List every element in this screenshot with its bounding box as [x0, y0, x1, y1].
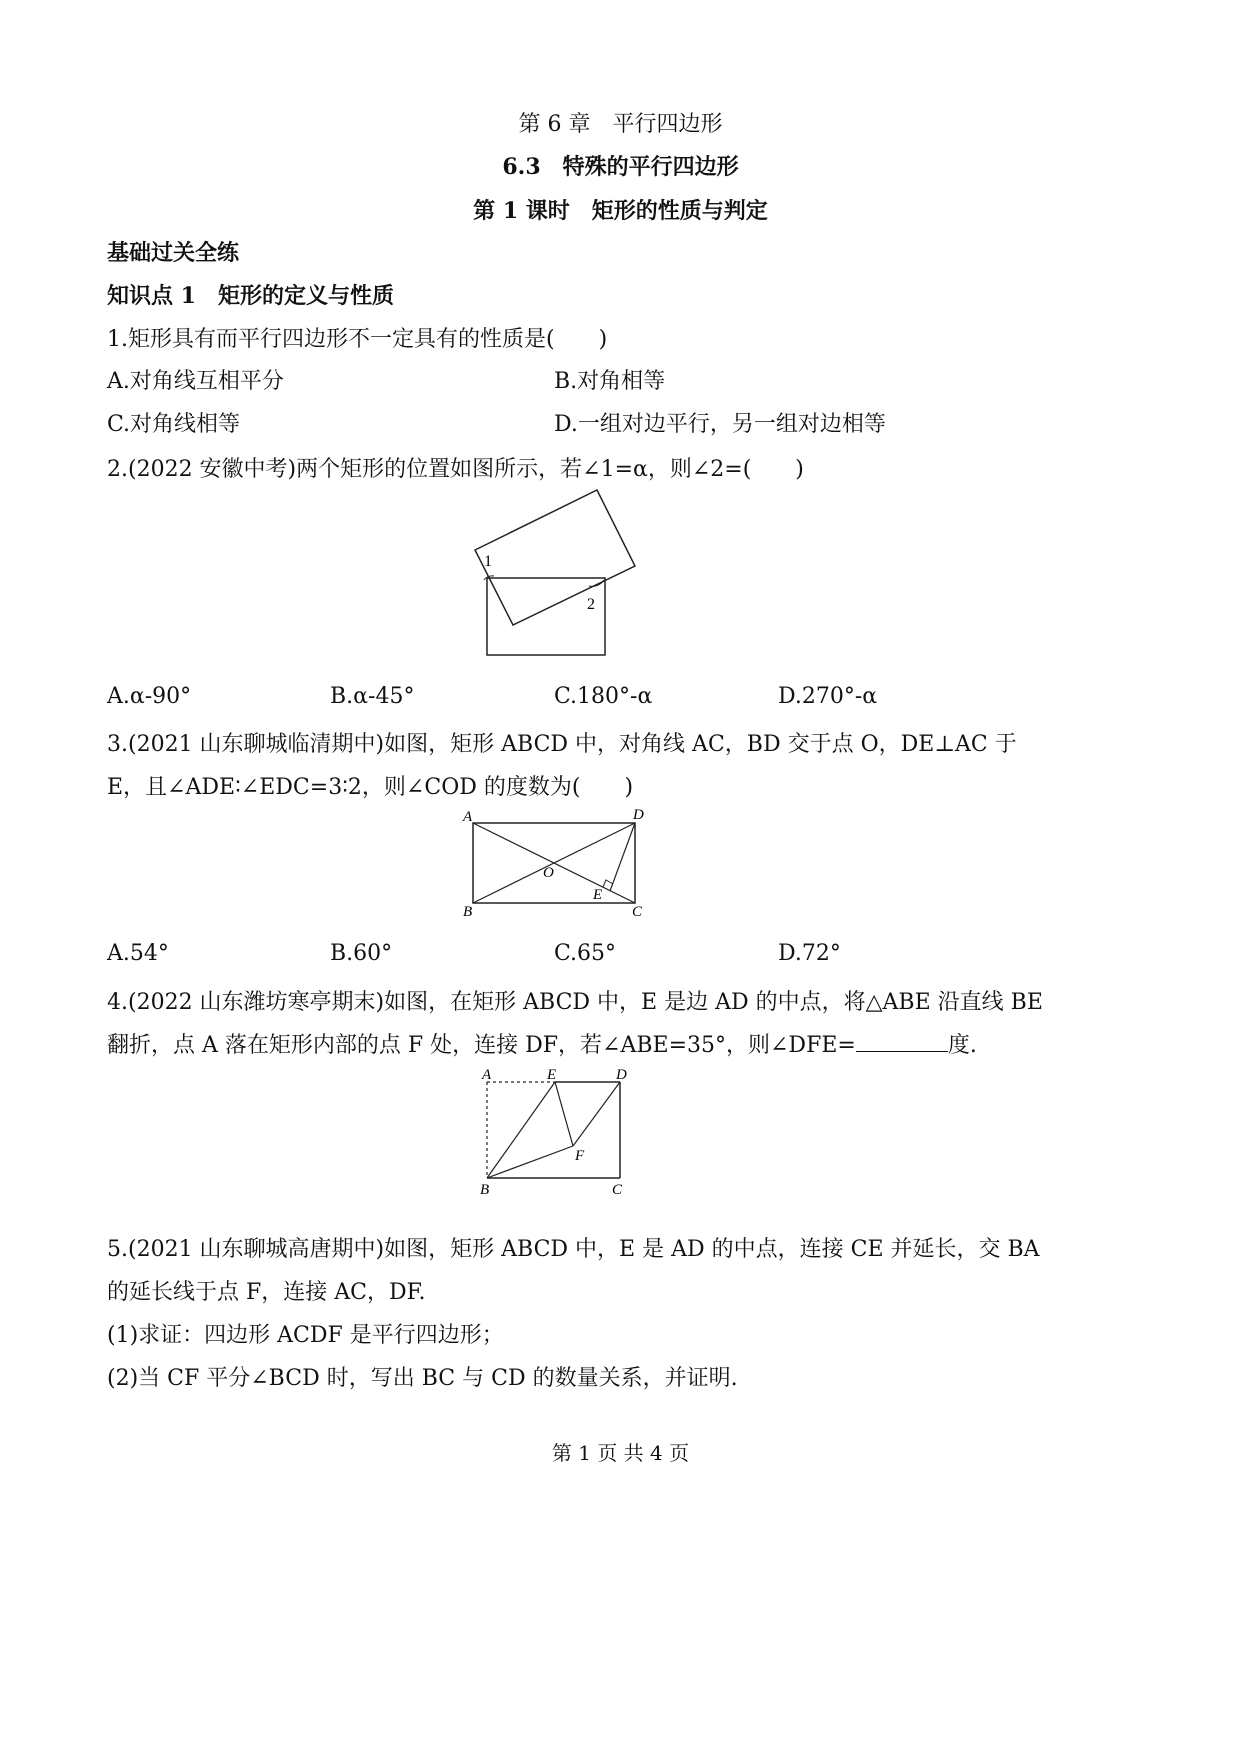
knowledge-point-heading: 知识点 1 矩形的定义与性质	[107, 283, 394, 309]
q5-stem-line2: 的延长线于点 F，连接 AC，DF.	[107, 1280, 426, 1305]
q2-figure	[470, 488, 640, 658]
q3-label-a: A	[463, 809, 473, 825]
lesson-title: 第 1 课时 矩形的性质与判定	[473, 198, 768, 224]
q5-stem-line1: 5.(2021 山东聊城高唐期中)如图，矩形 ABCD 中，E 是 AD 的中点，连接 CE 并延长，交 BA	[107, 1237, 1040, 1262]
chapter-title: 第 6 章 平行四边形	[518, 112, 723, 137]
section-title: 6.3 特殊的平行四边形	[502, 154, 739, 180]
q4-stem-line2-before: 翻折，点 A 落在矩形内部的点 F 处，连接 DF，若∠ABE=35°，则∠DFE=	[107, 1033, 856, 1058]
q4-label-e: E	[547, 1067, 557, 1083]
q2-angle-1-label: 1	[484, 553, 492, 570]
q3-option-b: B.60°	[330, 941, 393, 966]
q3-option-d: D.72°	[778, 941, 841, 966]
q4-figure	[475, 1063, 635, 1203]
q3-label-c: C	[632, 904, 643, 920]
q3-label-d: D	[633, 807, 644, 823]
q5-sub2: (2)当 CF 平分∠BCD 时，写出 BC 与 CD 的数量关系，并证明.	[107, 1366, 738, 1391]
q2-option-d: D.270°-α	[778, 684, 878, 709]
q2-angle-2-label: 2	[587, 596, 595, 613]
q3-label-b: B	[463, 904, 473, 920]
page-footer: 第 1 页 共 4 页	[551, 1441, 690, 1465]
q4-stem-line1: 4.(2022 山东潍坊寒亭期末)如图，在矩形 ABCD 中，E 是边 AD 的中点，将△ABE 沿直线 BE	[107, 990, 1043, 1015]
q2-option-c: C.180°-α	[554, 684, 653, 709]
q3-stem-line2: E，且∠ADE∶∠EDC=3∶2，则∠COD 的度数为( )	[107, 775, 634, 800]
q4-label-b: B	[480, 1182, 490, 1198]
q1-option-c: C.对角线相等	[107, 412, 241, 437]
q3-option-c: C.65°	[554, 941, 617, 966]
q3-figure	[460, 805, 660, 920]
part-heading: 基础过关全练	[107, 240, 240, 266]
q4-label-d: D	[616, 1067, 627, 1083]
q3-label-o: O	[543, 865, 554, 881]
q3-option-a: A.54°	[107, 941, 169, 966]
q5-sub1: (1)求证：四边形 ACDF 是平行四边形；	[107, 1323, 504, 1348]
q1-option-b: B.对角相等	[554, 369, 666, 394]
q1-option-d: D.一组对边平行，另一组对边相等	[554, 412, 886, 437]
q1-stem: 1.矩形具有而平行四边形不一定具有的性质是( )	[107, 327, 608, 352]
q2-option-a: A.α-90°	[107, 684, 192, 709]
q4-stem-line2-after: 度.	[947, 1033, 977, 1058]
q2-option-b: B.α-45°	[330, 684, 415, 709]
q4-answer-blank[interactable]	[856, 1033, 948, 1052]
q4-label-f: F	[575, 1148, 585, 1164]
q4-label-c: C	[612, 1182, 623, 1198]
q2-stem: 2.(2022 安徽中考)两个矩形的位置如图所示，若∠1=α，则∠2=( )	[107, 457, 804, 482]
q1-option-a: A.对角线互相平分	[107, 369, 284, 394]
q4-label-a: A	[482, 1067, 492, 1083]
q3-label-e: E	[593, 887, 603, 903]
q3-stem-line1: 3.(2021 山东聊城临清期中)如图，矩形 ABCD 中，对角线 AC，BD 交于点 O，DE⊥AC 于	[107, 732, 1017, 757]
q4-stem-line2	[107, 1028, 977, 1059]
